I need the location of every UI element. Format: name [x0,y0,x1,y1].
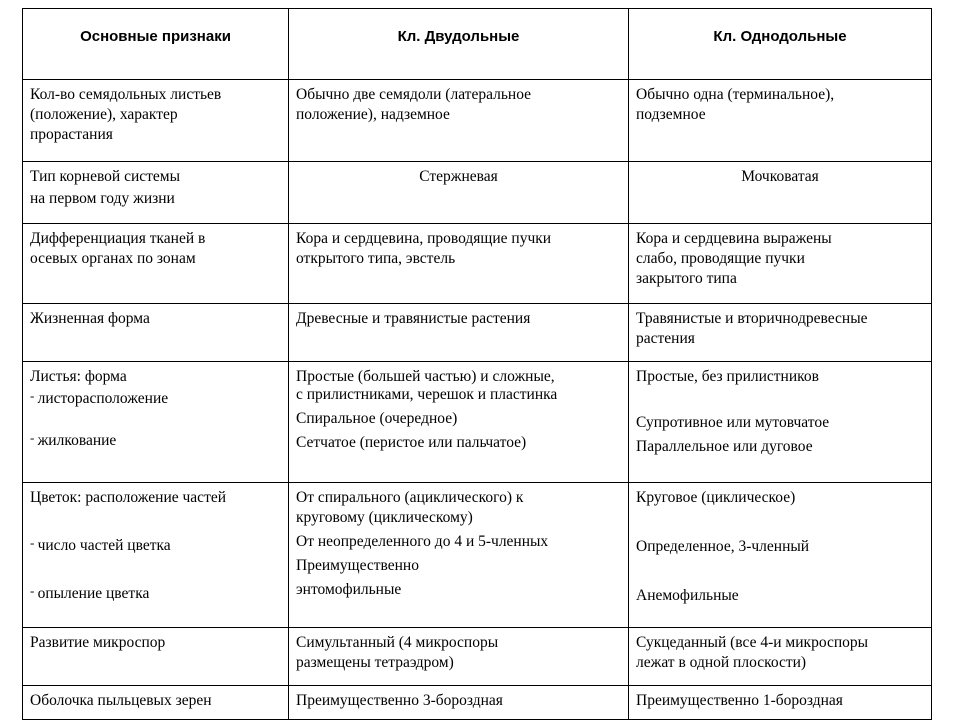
row-monocot-cell [629,80,932,162]
cell-line: Обычно одна (терминальное), [636,86,835,103]
cell-line: осевых органах по зонам [30,250,196,267]
cell-line: Симультанный (4 микроспоры [296,634,499,651]
cell-line: подземное [636,106,706,123]
row-dicot-cell [289,162,629,224]
cell-line: Кол-во семядольных листьев [30,86,222,103]
cell-line: закрытого типа [636,270,737,287]
cell-line: размещены тетраэдром) [296,654,454,671]
cell-line: Кора и сердцевина, проводящие пучки [296,230,552,247]
cell-line: Анемофильные [636,587,739,604]
row-monocot-cell [629,483,932,628]
cell-line: - число частей цветка [30,536,281,556]
table-row [23,362,932,483]
cell-line: слабо, проводящие пучки [636,250,805,267]
cell-line: Преимущественно [296,557,419,574]
cell-line: Оболочка пыльцевых зерен [30,692,212,709]
cell-line: Сетчатое (перистое или пальчатое) [296,434,527,451]
cell-line: энтомофильные [296,581,402,598]
cell-line: Простые (большей частью) и сложные, [296,368,555,385]
table-row [23,224,932,304]
cell-line: - жилкование [30,431,281,451]
comparison-table-container [22,8,931,720]
spacer [30,409,281,423]
cell-line: Тип корневой системы [30,168,181,185]
cell-line: Древесные и травянистые растения [296,310,531,327]
cell-line: Круговое (циклическое) [636,489,796,506]
row-feature-cell [23,362,289,483]
row-feature-cell [23,162,289,224]
row-feature-cell [23,628,289,686]
cell-line: положение), надземное [296,106,450,123]
table-row [23,80,932,162]
cell-line: Развитие микроспор [30,634,166,651]
row-monocot-cell [629,362,932,483]
row-feature-cell [23,686,289,720]
table-header-row [23,9,932,80]
row-feature-cell [23,483,289,628]
cell-line: открытого типа, эвстель [296,250,456,267]
cell-line: с прилистниками, черешок и пластинка [296,386,558,403]
comparison-table [22,8,932,720]
cell-line: - листорасположение [30,389,281,409]
cell-line: Сукцеданный (все 4-и микроспоры [636,634,869,651]
cell-line: Обычно две семядоли (латеральное [296,86,532,103]
cell-line: Кора и сердцевина выражены [636,230,832,247]
cell-line: Супротивное или мутовчатое [636,414,830,431]
cell-line: Преимущественно 3-бороздная [296,692,503,709]
table-row [23,483,932,628]
cell-line: Определенное, 3-членный [636,538,810,555]
row-feature-cell [23,80,289,162]
cell-line: (положение), характер [30,106,178,123]
table-row [23,628,932,686]
row-dicot-cell [289,224,629,304]
row-dicot-cell [289,362,629,483]
table-row [23,162,932,224]
row-feature-cell [23,224,289,304]
cell-line: Цветок: расположение частей [30,489,227,506]
row-dicot-cell [289,628,629,686]
row-dicot-cell [289,686,629,720]
row-monocot-cell [629,162,932,224]
cell-line: Мочковатая [741,168,819,185]
cell-line: Спиральное (очередное) [296,410,458,427]
cell-line: Травянистые и вторичнодревесные [636,310,868,327]
cell-line: Дифференциация тканей в [30,230,206,247]
row-dicot-cell [289,80,629,162]
row-dicot-cell [289,304,629,362]
cell-line: Преимущественно 1-бороздная [636,692,843,709]
table-row [23,304,932,362]
header-features: Основные признаки [23,9,289,80]
cell-line: лежат в одной плоскости) [636,654,807,671]
table-row [23,686,932,720]
cell-line: прорастания [30,126,113,143]
cell-line: Листья: форма [30,368,127,385]
cell-line: Параллельное или дуговое [636,438,813,455]
cell-line: растения [636,330,695,347]
row-monocot-cell [629,304,932,362]
row-monocot-cell [629,224,932,304]
row-feature-cell [23,304,289,362]
cell-line: Жизненная форма [30,310,150,327]
header-monocots: Кл. Однодольные [629,9,932,80]
header-dicots: Кл. Двудольные [289,9,629,80]
row-monocot-cell [629,628,932,686]
row-dicot-cell [289,483,629,628]
cell-line: Простые, без прилистников [636,368,819,385]
cell-line: на первом году жизни [30,190,175,207]
row-monocot-cell [629,686,932,720]
cell-line: От неопределенного до 4 и 5-членных [296,533,549,550]
cell-line: - опыление цветка [30,584,281,604]
cell-line: Стержневая [419,168,498,185]
cell-line: круговому (циклическому) [296,509,473,526]
cell-line: От спирального (ациклического) к [296,489,524,506]
